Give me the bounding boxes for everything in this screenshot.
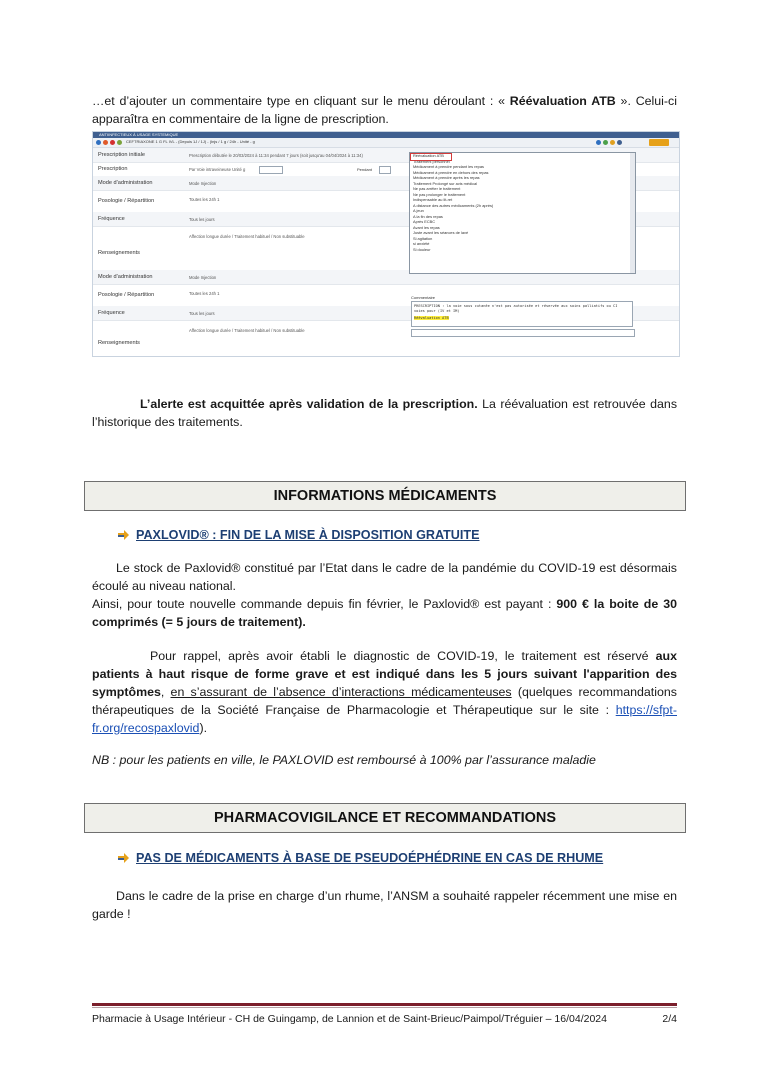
dropdown-option[interactable]: Avant les repas [413,224,440,230]
row-mode: Mode d'administration Mode Injection [93,176,679,191]
sfpt-link[interactable]: https://sfpt-fr.org/recospaxlovid [92,703,677,735]
subtitle-paxlovid: PAXLOVID® : FIN DE LA MISE À DISPOSITION GRATUITE [136,528,480,542]
paxlovid-paragraph-2: Ainsi, pour toute nouvelle commande depuis fin février, le Paxlovid® est payant : 900 € la boite de 30 comprimés (= 5 jours de traitement). [92,597,677,629]
dropdown-option[interactable]: Traitement personnel [413,158,450,164]
row-posologie: Posologie / Répartition Toutes les 24h 1 [93,190,679,213]
dropdown-option[interactable]: Médicament à prendre après les repas [413,175,480,180]
toolbar-icon [610,140,615,145]
dropdown-option[interactable]: Indispensable au lit-ret [413,197,453,202]
prescription-screenshot [92,131,680,357]
toolbar-icon [96,140,101,145]
dropdown-option[interactable]: si anxiété [413,241,430,246]
dropdown-option[interactable]: Ne pas prolonger le traitement [413,191,466,197]
action-button [649,139,669,146]
comment-textarea[interactable]: PRESCRIPTION : la voie sous cutanée n'est pas autorisée et réservée aux soins palliatifs ou CI voies pour (IV et IM) Réévaluation ATB [411,301,633,327]
dropdown-option[interactable]: Si douleur [413,246,431,252]
intro-text: …et d’ajouter un commentaire type en cliquant sur le menu déroulant : « [92,94,510,108]
toolbar-icon [103,140,108,145]
toolbar-icon [117,140,122,145]
row-posologie-2: Posologie / Répartition Toutes les 24h 1 [93,284,679,307]
dropdown-option[interactable]: Après ECBC [413,219,436,224]
comment-label: Commentaire [411,295,436,300]
paxlovid-paragraph-1: Le stock de Paxlovid® constitué par l’Etat dans le cadre de la pandémie du COVID-19 est désormais écoulé au niveau national. [92,561,677,593]
added-comment: Réévaluation ATB [414,316,449,320]
pseudoephedrine-paragraph: Dans le cadre de la prise en charge d’un rhume, l’ANSM a souhaité rappeler récemment une mise en garde ! [92,889,677,921]
dropdown-option[interactable]: Médicament à prendre pendant les repas [413,164,484,169]
arrow-bullet-icon [116,851,130,865]
subtitle-pseudoephedrine: PAS DE MÉDICAMENTS À BASE DE PSEUDOÉPHÉDRINE EN CAS DE RHUME [136,851,604,865]
arrow-bullet-icon [116,528,130,542]
row-prescription-initiale: Prescription initiale Prescription débutée le 20/03/2024 à 11:34 pendant 7 jours (soit jusqu'au 04/04/2024 à 11:34) [93,148,679,163]
intro-text-end: ». Celui-ci apparaîtra en commentaire de la ligne de prescription. [92,94,677,126]
intro-paragraph [92,92,677,128]
toolbar-icon [603,140,608,145]
page-number: 2/4 [662,1013,677,1025]
row-frequence: Fréquence Tous les jours [93,212,679,227]
drug-line: CEFTRIAXONE 1 G FL IVL - (Depuis 1J / 1J) - (Injs / 1 g / 24h - Unité - g [126,139,255,144]
dropdown-option[interactable]: Juste avant les séances de lavé [413,230,469,235]
intro-bold: Réévaluation ATB [509,94,616,108]
dropdown-option[interactable]: Réévaluation ATB [413,153,444,158]
footer-bar-thin [92,1007,677,1008]
toolbar-icon [617,140,622,145]
dropdown-option[interactable]: Traitement Prolongé sur avis médical [413,180,478,186]
alert-paragraph: L’alerte est acquittée après validation de la prescription. La réévaluation est retrouvée dans l’historique des traitements. [92,397,678,429]
dropdown-option[interactable]: Si agitation [413,235,433,241]
section-title-informations: INFORMATIONS MÉDICAMENTS [84,481,686,511]
toolbar-icon [596,140,601,145]
section-title-pharmacovigilance: PHARMACOVIGILANCE ET RECOMMANDATIONS [84,803,686,833]
dropdown-option[interactable]: A la fin des repas [413,213,443,219]
comment-dropdown-list[interactable] [409,152,636,274]
selected-option-highlight [410,153,452,161]
row-prescription: Prescription Par Voie intraveineuse Unité g Pendant [93,162,679,177]
row-frequence-2: Fréquence Tous les jours [93,306,679,321]
dropdown-scrollbar[interactable] [630,153,635,273]
footer-text: Pharmacie à Usage Intérieur - CH de Guingamp, de Lannion et de Saint-Brieuc/Paimpol/Tréguier – 16/04/2024 [92,1013,607,1025]
row-renseignements: Renseignements Affection longue durée / Traitement habituel / Non substituable [93,226,679,271]
nb-paragraph: NB : pour les patients en ville, le PAXLOVID est remboursé à 100% par l’assurance maladie [92,753,596,767]
dropdown-option[interactable]: Ne pas arrêter le traitement [413,186,461,191]
footer-bar [92,1003,677,1006]
screenshot-toolbar [93,138,679,148]
dropdown-option[interactable]: Médicament à prendre en dehors des repas [413,169,489,175]
screenshot-header: ANTIINFECTIEUX À USAGE SYSTEMIQUE [93,132,679,138]
dropdown-option[interactable]: A distance des autres médicaments (2h après) [413,202,494,208]
row-mode-2: Mode d'administration Mode Injection [93,270,679,285]
dropdown-option[interactable]: A jeun [413,208,424,213]
row-renseignements-2: Renseignements Affection longue durée / Traitement habituel / Non substituable [93,320,679,357]
paxlovid-paragraph-3: Pour rappel, après avoir établi le diagnostic de COVID-19, le traitement est réservé aux patients à haut risque de forme grave et est indiqué dans les 5 jours suivant l'apparition des symptômes, en s’assurant de l’absence d’interactions médicamenteuses (quelques recommandations thérapeutiques de la Société Française de Pharmacologie et Thérapeutique sur le site : https://sfpt-fr.org/recospaxlovid). [92,649,677,735]
toolbar-icon [110,140,115,145]
footer [92,1013,677,1025]
comment-select[interactable] [411,329,635,337]
